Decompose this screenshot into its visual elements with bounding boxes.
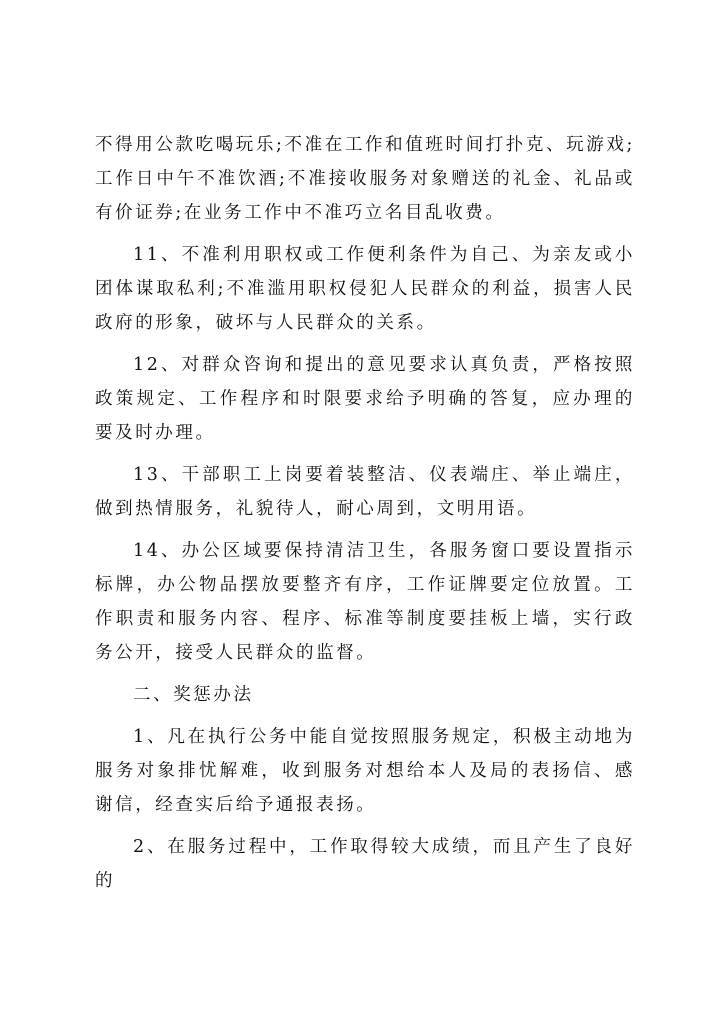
paragraph-reward-1: 1、凡在执行公务中能自觉按照服务规定，积极主动地为服务对象排忧解难，收到服务对想给本人及局的表扬信、感谢信，经查实后给予通报表扬。	[95, 727, 635, 815]
paragraph-item-11: 11、不准利用职权或工作便利条件为自己、为亲友或小团体谋取私利;不准滥用职权侵犯人民群众的利益，损害人民政府的形象，破坏与人民群众的关系。	[95, 245, 635, 333]
paragraph-item-13: 13、干部职工上岗要着装整洁、仪表端庄、举止端庄，做到热情服务，礼貌待人，耐心周到，文明用语。	[95, 465, 635, 519]
paragraph-reward-2: 2、在服务过程中，工作取得较大成绩，而且产生了良好的	[95, 837, 635, 891]
document-body	[95, 128, 635, 906]
paragraph-item-12: 12、对群众咨询和提出的意见要求认真负责，严格按照政策规定、工作程序和时限要求给予明确的答复，应办理的要及时办理。	[95, 355, 635, 443]
section-heading-rewards-penalties: 二、奖惩办法	[133, 685, 254, 705]
paragraph-continuation: 不得用公款吃喝玩乐;不准在工作和值班时间打扑克、玩游戏;工作日中午不准饮酒;不准接收服务对象赠送的礼金、礼品或有价证券;在业务工作中不准巧立名目乱收费。	[95, 135, 635, 223]
paragraph-item-14: 14、办公区域要保持清洁卫生，各服务窗口要设置指示标牌，办公物品摆放要整齐有序，工作证牌要定位放置。工作职责和服务内容、程序、标准等制度要挂板上墙，实行政务公开，接受人民群众的监督。	[95, 541, 635, 663]
